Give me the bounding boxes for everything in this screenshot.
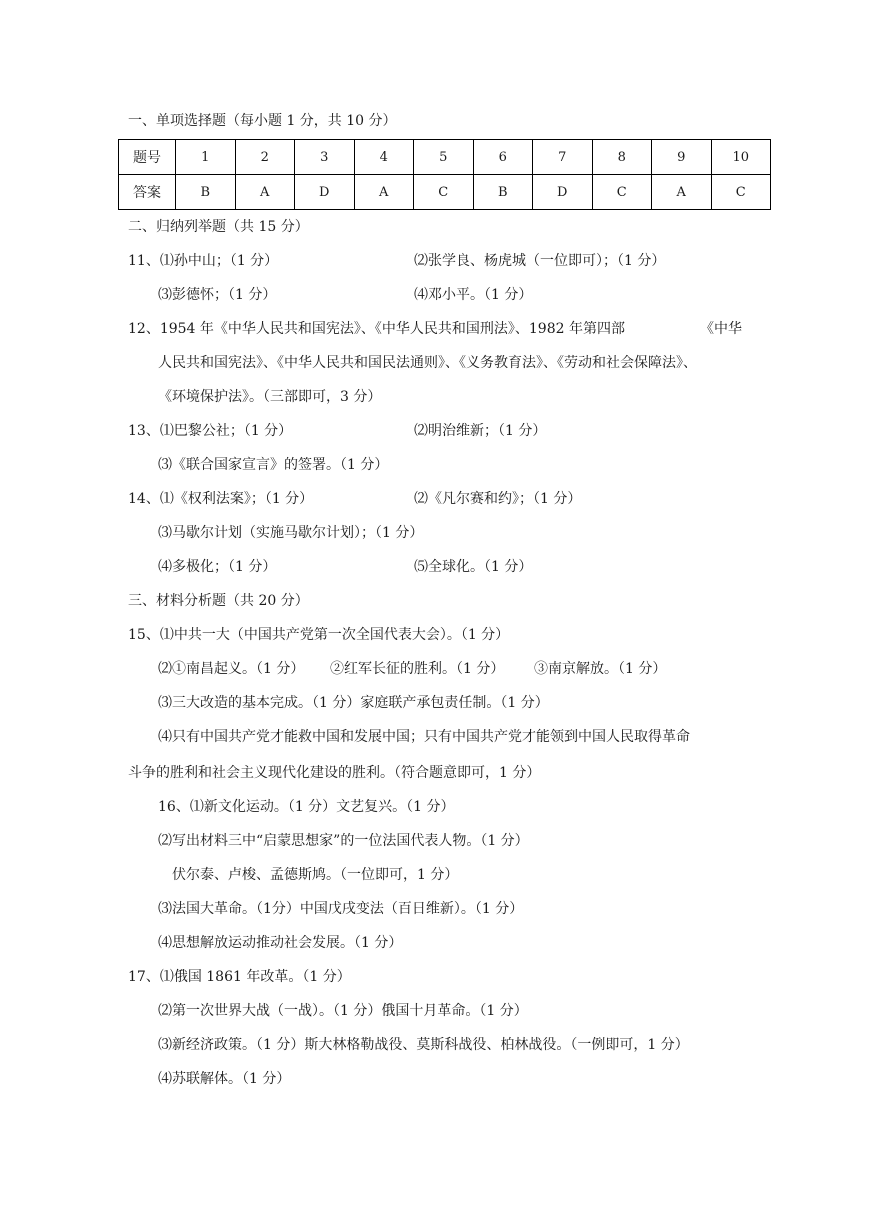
answer-cell: A <box>235 175 295 210</box>
question-number: 10 <box>711 140 771 175</box>
question-number: 3 <box>295 140 355 175</box>
answer-cell: D <box>533 175 593 210</box>
question-number: 6 <box>473 140 533 175</box>
question-number: 8 <box>592 140 652 175</box>
q11-part3: ⑶彭德怀；（1 分） <box>158 287 277 303</box>
answer-cell: C <box>592 175 652 210</box>
q16-part3: ⑶法国大革命。（1分）中国戊戌变法（百日维新）。（1 分） <box>158 901 524 917</box>
section3-heading: 三、材料分析题（共 20 分） <box>128 593 309 609</box>
q15-part1: 15、⑴中共一大（中国共产党第一次全国代表大会）。（1 分） <box>128 627 510 643</box>
q15-part3: ⑶三大改造的基本完成。（1 分）家庭联产承包责任制。（1 分） <box>158 695 549 711</box>
q17-part1: 17、⑴俄国 1861 年改革。（1 分） <box>128 969 351 985</box>
row-label-answer: 答案 <box>119 175 176 210</box>
q11-part2: ⑵张学良、杨虎城（一位即可）；（1 分） <box>414 253 666 269</box>
row-label-number: 题号 <box>119 140 176 175</box>
section1-heading: 一、单项选择题（每小题 1 分，共 10 分） <box>128 113 397 129</box>
question-number: 7 <box>533 140 593 175</box>
section2-heading: 二、归纳列举题（共 15 分） <box>128 219 309 235</box>
q13-part1: 13、⑴巴黎公社；（1 分） <box>128 423 293 439</box>
q11-part1: 11、⑴孙中山；（1 分） <box>128 253 279 269</box>
q14-part5: ⑸全球化。（1 分） <box>414 559 533 575</box>
q16-part1: 16、⑴新文化运动。（1 分）文艺复兴。（1 分） <box>158 799 455 815</box>
q14-part1: 14、⑴《权利法案》；（1 分） <box>128 491 314 507</box>
answer-table <box>118 139 771 210</box>
q15-part2-a: ⑵①南昌起义。（1 分） <box>158 661 305 677</box>
q15-part4-line1: ⑷只有中国共产党才能救中国和发展中国；只有中国共产党才能领到中国人民取得革命 <box>158 729 690 745</box>
question-number: 1 <box>176 140 236 175</box>
answer-cell: B <box>176 175 236 210</box>
q13-part2: ⑵明治维新；（1 分） <box>414 423 547 439</box>
q14-part4: ⑷多极化；（1 分） <box>158 559 277 575</box>
answer-cell: B <box>473 175 533 210</box>
q15-part2-b: ②红军长征的胜利。（1 分） <box>330 661 505 677</box>
answer-cell: A <box>652 175 712 210</box>
q17-part4: ⑷苏联解体。（1 分） <box>158 1071 291 1087</box>
q16-part2-answer: 伏尔泰、卢梭、孟德斯鸠。（一位即可，1 分） <box>172 867 459 883</box>
q12-line1: 12、1954 年《中华人民共和国宪法》、《中华人民共和国刑法》、1982 年第四部 <box>128 321 625 337</box>
answer-cell: C <box>414 175 474 210</box>
q14-part2: ⑵《凡尔赛和约》；（1 分） <box>414 491 582 507</box>
q12-line2: 人民共和国宪法》、《中华人民共和国民法通则》、《义务教育法》、《劳动和社会保障法》、 <box>158 355 697 371</box>
question-number: 4 <box>354 140 414 175</box>
q17-part2: ⑵第一次世界大战（一战）。（1 分）俄国十月革命。（1 分） <box>158 1003 528 1019</box>
q11-part4: ⑷邓小平。（1 分） <box>414 287 533 303</box>
q16-part4: ⑷思想解放运动推动社会发展。（1 分） <box>158 935 403 951</box>
q15-part4-line2: 斗争的胜利和社会主义现代化建设的胜利。（符合题意即可，1 分） <box>128 765 541 781</box>
table-row <box>119 140 771 175</box>
answer-cell: C <box>711 175 771 210</box>
q14-part3: ⑶马歇尔计划（实施马歇尔计划）；（1 分） <box>158 525 424 541</box>
answer-cell: A <box>354 175 414 210</box>
q13-part3: ⑶《联合国家宣言》的签署。（1 分） <box>158 457 389 473</box>
question-number: 5 <box>414 140 474 175</box>
answer-cell: D <box>295 175 355 210</box>
q12-line3: 《环境保护法》。（三部即可，3 分） <box>158 389 382 405</box>
q15-part2-c: ③南京解放。（1 分） <box>534 661 667 677</box>
question-number: 2 <box>235 140 295 175</box>
q17-part3: ⑶新经济政策。（1 分）斯大林格勒战役、莫斯科战役、柏林战役。（一例即可，1 分） <box>158 1037 689 1053</box>
table-row <box>119 175 771 210</box>
q16-part2: ⑵写出材料三中“启蒙思想家”的一位法国代表人物。（1 分） <box>158 833 529 849</box>
q12-line1-tail: 《中华 <box>700 321 742 337</box>
question-number: 9 <box>652 140 712 175</box>
